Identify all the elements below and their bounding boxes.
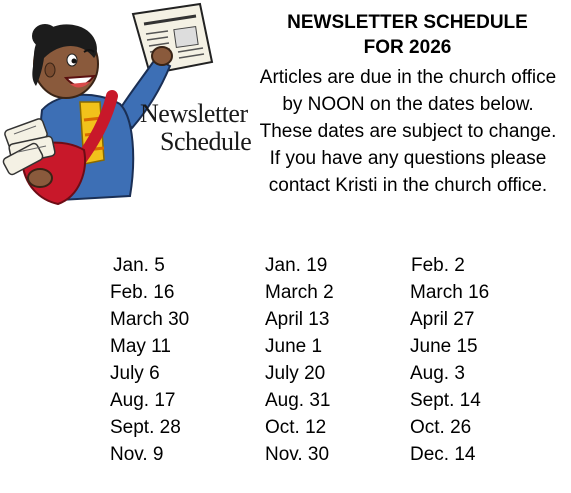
- date-item: Feb. 16: [110, 282, 175, 303]
- date-item: Aug. 17: [110, 390, 176, 411]
- newspaper-raised-icon: [133, 4, 212, 74]
- date-item: Aug. 3: [410, 363, 465, 384]
- page-title-line-2: FOR 2026: [363, 37, 452, 58]
- schedule-dates: [0, 252, 571, 482]
- date-item: June 15: [410, 336, 478, 357]
- date-item: July 6: [110, 363, 160, 384]
- page-title-line-1: NEWSLETTER SCHEDULE: [287, 12, 528, 33]
- date-item: Feb. 2: [411, 255, 465, 276]
- date-item: Nov. 30: [265, 444, 330, 465]
- date-item: Jan. 19: [265, 255, 328, 276]
- date-column-1: [110, 252, 189, 468]
- date-item: Oct. 26: [410, 417, 472, 438]
- date-item: March 30: [110, 309, 190, 330]
- date-item: Oct. 12: [265, 417, 327, 438]
- date-item: Aug. 31: [265, 390, 331, 411]
- date-item: May 11: [110, 336, 171, 357]
- date-item: Nov. 9: [110, 444, 164, 465]
- date-item: Sept. 28: [110, 417, 181, 438]
- date-item: March 16: [410, 282, 490, 303]
- date-item: April 13: [265, 309, 330, 330]
- date-item: April 27: [410, 309, 475, 330]
- date-item: March 2: [265, 282, 334, 303]
- date-column-2: [265, 252, 334, 468]
- page-title: [255, 10, 560, 60]
- date-item: Jan. 5: [113, 255, 165, 276]
- clipart-caption-line-2: Schedule: [160, 127, 252, 156]
- date-item: Sept. 14: [410, 390, 481, 411]
- date-column-3: [410, 252, 489, 468]
- date-item: June 1: [265, 336, 323, 357]
- intro-paragraph: Articles are due in the church office by NOON on the dates below. These dates are subject to change. If you have any questions please contact Kristi in the church office.: [259, 67, 557, 196]
- date-item: July 20: [265, 363, 326, 384]
- newsletter-clipart: [0, 0, 255, 215]
- clipart-caption-line-1: Newsletter: [140, 99, 248, 128]
- clipart-caption: [140, 100, 252, 156]
- date-item: Dec. 14: [410, 444, 476, 465]
